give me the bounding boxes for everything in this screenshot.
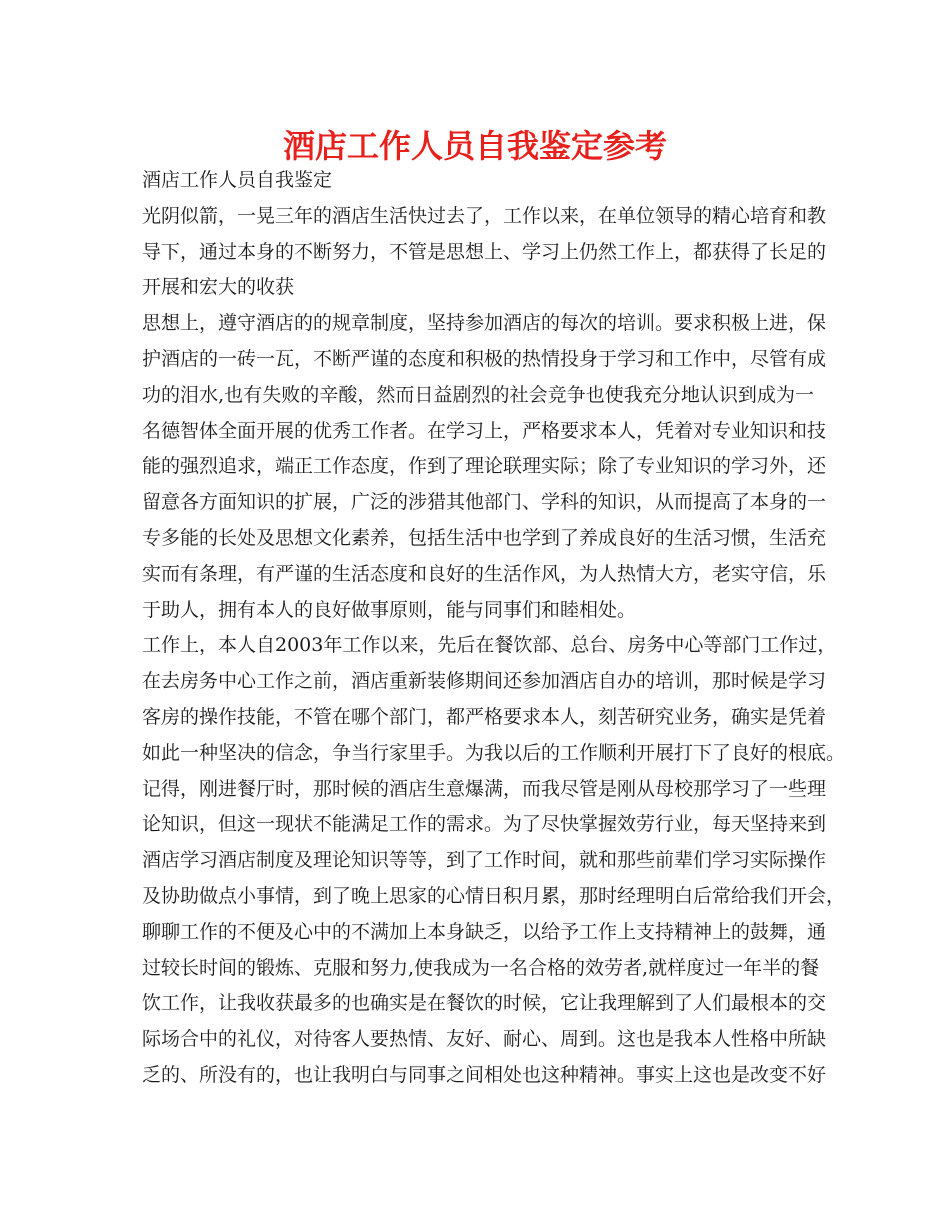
paragraph-line: 留意各方面知识的扩展，广泛的涉猎其他部门、学科的知识，从而提高了本身的一	[142, 491, 827, 514]
paragraph-line: 导下，通过本身的不断努力，不管是思想上、学习上仍然工作上，都获得了长足的	[142, 240, 827, 263]
paragraph-thought	[142, 306, 827, 628]
paragraph-line: 思想上，遵守酒店的的规章制度，坚持参加酒店的每次的培训。要求积极上进，保	[142, 312, 827, 335]
paragraph-line: 客房的操作技能，不管在哪个部门，都严格要求本人，刻苦研究业务，确实是凭着	[142, 705, 827, 728]
paragraph-line: 于助人，拥有本人的良好做事原则，能与同事们和睦相处。	[142, 598, 637, 621]
paragraph-line: 名德智体全面开展的优秀工作者。在学习上，严格要求本人，凭着对专业知识和技	[142, 419, 827, 442]
document-body	[142, 163, 846, 1094]
paragraph-line: 际场合中的礼仪，对待客人要热情、友好、耐心、周到。这也是我本人性格中所缺	[142, 1028, 827, 1051]
paragraph-line: 记得，刚进餐厅时，那时候的酒店生意爆满，而我尽管是刚从母校那学习了一些理	[142, 777, 827, 800]
paragraph-line: 如此一种坚决的信念，争当行家里手。为我以后的工作顺利开展打下了良好的根底。	[142, 741, 846, 764]
paragraph-line: 专多能的长处及思想文化素养，包括生活中也学到了养成良好的生活习惯，生活充	[142, 526, 827, 549]
paragraph-work	[142, 628, 846, 1093]
paragraph-line: 论知识，但这一现状不能满足工作的需求。为了尽快掌握效劳行业，每天坚持来到	[142, 813, 827, 836]
paragraph-line: 酒店学习酒店制度及理论知识等等，到了工作时间，就和那些前辈们学习实际操作	[142, 849, 827, 872]
paragraph-line: 光阴似箭，一晃三年的酒店生活快过去了，工作以来，在单位领导的精心培育和教	[142, 204, 827, 227]
paragraph-line: 聊聊工作的不便及心中的不满加上本身缺乏，以给予工作上支持精神上的鼓舞，通	[142, 920, 827, 943]
paragraph-line: 护酒店的一砖一瓦，不断严谨的态度和积极的热情投身于学习和工作中，尽管有成	[142, 347, 827, 370]
document-subtitle	[142, 163, 814, 199]
subtitle-line: 酒店工作人员自我鉴定	[142, 169, 333, 191]
paragraph-line: 及协助做点小事情，到了晚上思家的心情日积月累，那时经理明白后常给我们开会，	[142, 884, 846, 907]
paragraph-line: 在去房务中心工作之前，酒店重新装修期间还参加酒店自办的培训，那时候是学习	[142, 670, 827, 693]
paragraph-line: 乏的、所没有的，也让我明白与同事之间相处也这种精神。事实上这也是改变不好	[142, 1063, 827, 1086]
paragraph-line: 过较长时间的锻炼、克服和努力,使我成为一名合格的效劳者,就样度过一年半的餐	[142, 956, 820, 979]
paragraph-line: 开展和宏大的收获	[142, 276, 295, 299]
paragraph-line: 工作上，本人自2003年工作以来，先后在餐饮部、总台、房务中心等部门工作过，	[142, 634, 837, 657]
document-title: 酒店工作人员自我鉴定参考	[282, 127, 667, 165]
paragraph-line: 功的泪水,也有失败的辛酸，然而日益剧烈的社会竞争也使我充分地认识到成为一	[142, 383, 814, 406]
paragraph-intro	[142, 199, 827, 306]
paragraph-line: 饮工作，让我收获最多的也确实是在餐饮的时候，它让我理解到了人们最根本的交	[142, 992, 827, 1015]
paragraph-line: 实而有条理，有严谨的生活态度和良好的生活作风，为人热情大方，老实守信，乐	[142, 562, 827, 585]
paragraph-line: 能的强烈追求，端正工作态度，作到了理论联理实际；除了专业知识的学习外，还	[142, 455, 827, 478]
